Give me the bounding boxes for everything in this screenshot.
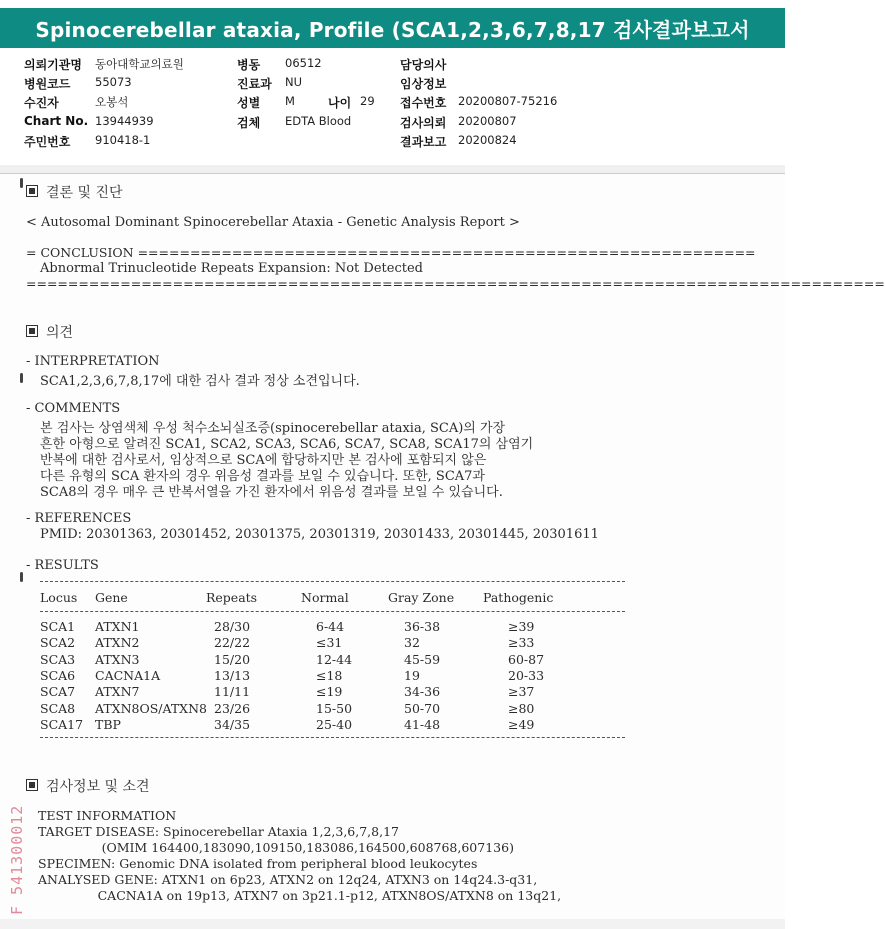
separator — [0, 165, 785, 174]
test-info-line: SPECIMEN: Genomic DNA isolated from peripheral blood leukocytes — [38, 856, 478, 871]
chart-value: 13944939 — [95, 114, 154, 128]
specimen-label: 검체 — [237, 116, 261, 130]
cell-repeats: 23/26 — [214, 700, 251, 716]
table-rule — [40, 737, 625, 738]
receipt-label: 접수번호 — [400, 96, 447, 110]
cell-grayzone: 50-70 — [404, 700, 441, 716]
conclusion-heading — [26, 182, 123, 202]
institution-value: 동아대학교의료원 — [95, 57, 184, 71]
cell-repeats: 15/20 — [214, 651, 251, 667]
clinical-label: 임상정보 — [400, 77, 447, 91]
age-value: 29 — [360, 94, 375, 108]
references-label: - REFERENCES — [26, 511, 132, 526]
cell-pathogenic: ≥80 — [508, 700, 535, 716]
cell-normal: 25-40 — [316, 716, 353, 732]
doctor-label: 담당의사 — [400, 58, 447, 72]
sex-value: M — [285, 94, 295, 108]
table-header — [0, 590, 785, 605]
conclusion-rule: ================================================================================== — [26, 276, 885, 291]
patient-info-panel — [0, 48, 785, 166]
test-info-line: ANALYSED GENE: ATXN1 on 6p23, ATXN2 on 12q24, ATXN3 on 14q24.3-q31, — [38, 872, 538, 887]
section-box-icon — [26, 325, 38, 337]
cell-repeats: 13/13 — [214, 667, 251, 683]
specimen-value: EDTA Blood — [285, 114, 352, 128]
conclusion-text: Abnormal Trinucleotide Repeats Expansion: Not Detected — [40, 261, 423, 276]
id-value: 910418-1 — [95, 133, 151, 147]
chart-label: Chart No. — [24, 114, 89, 128]
cell-grayzone: 41-48 — [404, 716, 441, 732]
table-rule — [40, 581, 625, 582]
receipt-value: 20200807-75216 — [458, 94, 558, 108]
test-info-label: TEST INFORMATION — [38, 808, 177, 823]
cell-gene: ATXN3 — [95, 651, 140, 667]
opinion-heading-text: 의견 — [46, 325, 74, 341]
cell-locus: SCA3 — [40, 651, 76, 667]
test-info-line: CACNA1A on 19p13, ATXN7 on 3p21.1-p12, ATXN8OS/ATXN8 on 13q21, — [38, 888, 562, 903]
request-value: 20200807 — [458, 114, 517, 128]
conclusion-label: = CONCLUSION =========================================================== — [26, 245, 756, 260]
cell-normal: 6-44 — [316, 619, 345, 634]
scan-mark — [20, 373, 23, 383]
specimen-stamp: F 541300012 — [8, 804, 26, 915]
scanned-report — [0, 174, 885, 919]
hospital-code-label: 병원코드 — [24, 77, 71, 91]
comment-line: SCA8의 경우 매우 큰 반복서열을 가진 환자에서 위음성 결과를 보일 수 있습니다. — [40, 485, 503, 500]
opinion-heading — [26, 322, 73, 342]
id-label: 주민번호 — [24, 135, 71, 149]
cell-normal: 15-50 — [316, 700, 353, 716]
cell-pathogenic: ≥37 — [508, 684, 535, 700]
report-date-label: 결과보고 — [400, 135, 447, 149]
cell-gene: ATXN2 — [95, 635, 140, 651]
ward-value: 06512 — [285, 56, 322, 70]
cell-pathogenic: 60-87 — [508, 651, 545, 667]
table-row — [0, 717, 785, 732]
table-row — [0, 635, 785, 650]
cell-gene: ATXN7 — [95, 684, 140, 700]
bottom-band — [0, 919, 785, 929]
ward-label: 병동 — [237, 58, 261, 72]
interpretation-text: SCA1,2,3,6,7,8,17에 대한 검사 결과 정상 소견입니다. — [40, 374, 360, 389]
table-row — [0, 684, 785, 699]
comments-label: - COMMENTS — [26, 401, 121, 416]
references-text: PMID: 20301363, 20301452, 20301375, 20301319, 20301433, 20301445, 20301611 — [40, 527, 599, 542]
patient-value: 오봉석 — [95, 95, 129, 109]
cell-repeats: 11/11 — [214, 684, 251, 700]
institution-label: 의뢰기관명 — [24, 58, 82, 72]
cell-locus: SCA7 — [40, 684, 76, 700]
cell-locus: SCA8 — [40, 700, 76, 716]
dept-label: 진료과 — [237, 77, 272, 91]
cell-pathogenic: ≥39 — [508, 619, 535, 634]
cell-repeats: 28/30 — [214, 619, 251, 634]
table-row — [0, 701, 785, 716]
comment-line: 반복에 대한 검사로서, 임상적으로 SCA에 합당하지만 본 검사에 포함되지 않은 — [40, 453, 487, 468]
cell-gene: TBP — [95, 716, 121, 732]
interpretation-label: - INTERPRETATION — [26, 354, 160, 369]
cell-normal: 12-44 — [316, 651, 353, 667]
section-box-icon — [26, 185, 38, 197]
report-date-value: 20200824 — [458, 133, 517, 147]
results-label: - RESULTS — [26, 558, 99, 573]
cell-gene: ATXN1 — [95, 619, 140, 634]
conclusion-heading-text: 결론 및 진단 — [46, 185, 123, 201]
cell-grayzone: 19 — [404, 667, 420, 683]
table-row — [0, 619, 785, 634]
cell-grayzone: 45-59 — [404, 651, 441, 667]
report-title: Spinocerebellar ataxia, Profile (SCA1,2,3,6,7,8,17 검사결과보고서 — [0, 8, 785, 48]
age-label: 나이 — [328, 96, 352, 110]
cell-repeats: 22/22 — [214, 635, 251, 651]
cell-grayzone: 32 — [404, 635, 420, 651]
test-info-heading-text: 검사정보 및 소견 — [46, 779, 150, 795]
col-header-gene: Gene — [95, 590, 128, 605]
cell-normal: ≤31 — [316, 635, 343, 651]
cell-grayzone: 36-38 — [404, 619, 441, 634]
table-row — [0, 652, 785, 667]
cell-pathogenic: ≥49 — [508, 716, 535, 732]
test-info-line: TARGET DISEASE: Spinocerebellar Ataxia 1,2,3,6,7,8,17 — [38, 824, 399, 839]
table-rule — [40, 611, 625, 612]
cell-locus: SCA1 — [40, 619, 76, 634]
test-info-heading — [26, 776, 150, 796]
cell-grayzone: 34-36 — [404, 684, 441, 700]
dept-value: NU — [285, 75, 303, 89]
comment-line: 흔한 아형으로 알려진 SCA1, SCA2, SCA3, SCA6, SCA7, SCA8, SCA17의 삼염기 — [40, 437, 534, 452]
col-header-locus: Locus — [40, 590, 78, 605]
patient-label: 수진자 — [24, 96, 59, 110]
cell-repeats: 34/35 — [214, 716, 251, 732]
sex-label: 성별 — [237, 96, 261, 110]
cell-locus: SCA17 — [40, 716, 84, 732]
cell-pathogenic: 20-33 — [508, 667, 545, 683]
cell-normal: ≤19 — [316, 684, 343, 700]
cell-locus: SCA2 — [40, 635, 76, 651]
report-subtitle: < Autosomal Dominant Spinocerebellar Ataxia - Genetic Analysis Report > — [26, 215, 520, 230]
col-header-repeats: Repeats — [206, 590, 258, 605]
comment-line: 다른 유형의 SCA 환자의 경우 위음성 결과를 보일 수 있습니다. 또한, SCA7과 — [40, 469, 485, 484]
col-header-pathogenic: Pathogenic — [483, 590, 554, 605]
comment-line: 본 검사는 상염색체 우성 척수소뇌실조증(spinocerebellar ataxia, SCA)의 가장 — [40, 421, 506, 436]
cell-normal: ≤18 — [316, 667, 343, 683]
request-label: 검사의뢰 — [400, 116, 447, 130]
hospital-code-value: 55073 — [95, 75, 132, 89]
cell-gene: ATXN8OS/ATXN8 — [95, 700, 207, 716]
cell-gene: CACNA1A — [95, 667, 161, 683]
col-header-normal: Normal — [301, 590, 349, 605]
test-info-line: (OMIM 164400,183090,109150,183086,164500,608768,607136) — [38, 840, 514, 855]
scan-mark — [20, 178, 23, 188]
cell-pathogenic: ≥33 — [508, 635, 535, 651]
table-row — [0, 668, 785, 683]
col-header-grayzone: Gray Zone — [388, 590, 455, 605]
cell-locus: SCA6 — [40, 667, 76, 683]
scan-mark — [20, 572, 23, 582]
